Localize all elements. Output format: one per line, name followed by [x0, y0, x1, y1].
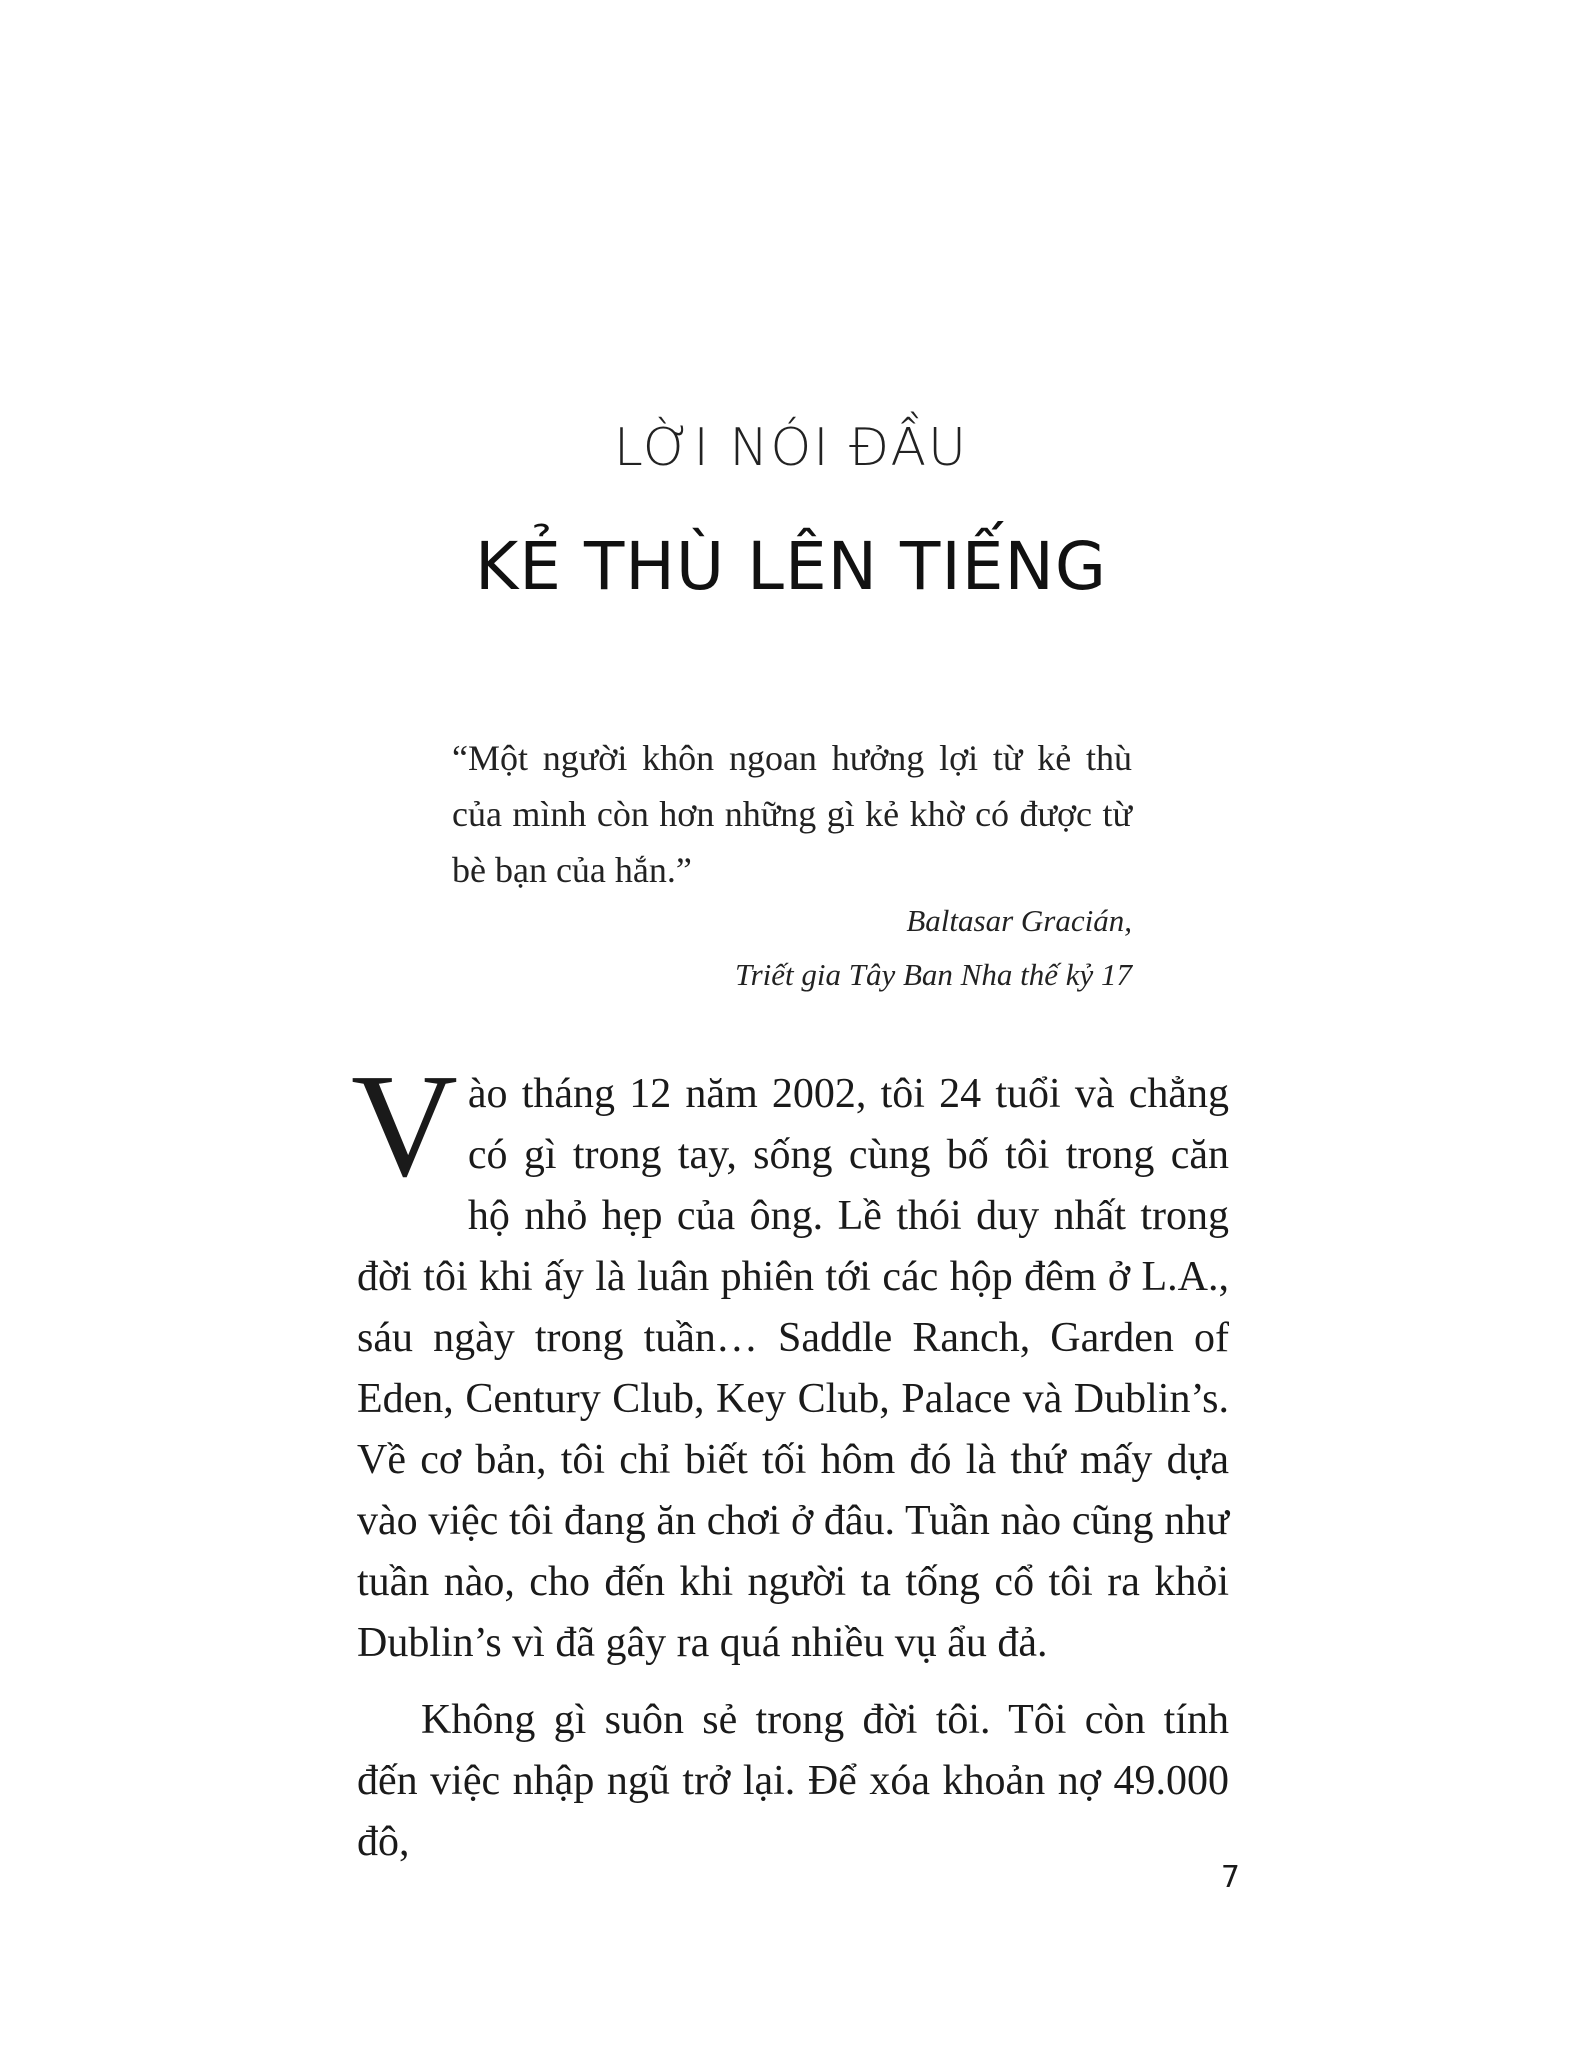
- epigraph-quote: “Một người khôn ngoan hưởng lợi từ kẻ thù của mình còn hơn những gì kẻ khờ có được từ bè bạn của hắn.”: [452, 738, 1132, 890]
- epigraph-author: Baltasar Gracián,: [906, 903, 1132, 938]
- paragraph-1: [351, 1044, 1229, 1674]
- drop-cap: V: [351, 1044, 458, 1208]
- paragraph-1-text: ào tháng 12 năm 2002, tôi 24 tuổi và chẳng có gì trong tay, sống cùng bố tôi trong căn hộ nhỏ hẹp của ông. Lề thói duy nhất trong đời tôi khi ấy là luân phiên tới các hộp đêm ở L.A., sáu ngày trong tuần… Saddle Ranch, Garden of Eden, Century Club, Key Club, Palace và Dublin’s. Về cơ bản, tôi chỉ biết tối hôm đó là thứ mấy dựa vào việc tôi đang ăn chơi ở đâu. Tuần nào cũng như tuần nào, cho đến khi người ta tống cổ tôi ra khỏi Dublin’s vì đã gây ra quá nhiều vụ ẩu đả.: [357, 1071, 1229, 1666]
- body-text: [351, 1044, 1229, 1873]
- epigraph-author-description: Triết gia Tây Ban Nha thế kỷ 17: [735, 957, 1132, 992]
- chapter-label: LỜI NÓI ĐẦU: [613, 418, 969, 478]
- page-number: 7: [1220, 1860, 1240, 1895]
- epigraph-attribution: [452, 894, 1132, 1002]
- paragraph-2: Không gì suôn sẻ trong đời tôi. Tôi còn tính đến việc nhập ngũ trở lại. Để xóa khoản nợ 49.000 đô,: [357, 1697, 1229, 1865]
- chapter-title: KẺ THÙ LÊN TIẾNG: [474, 528, 1107, 605]
